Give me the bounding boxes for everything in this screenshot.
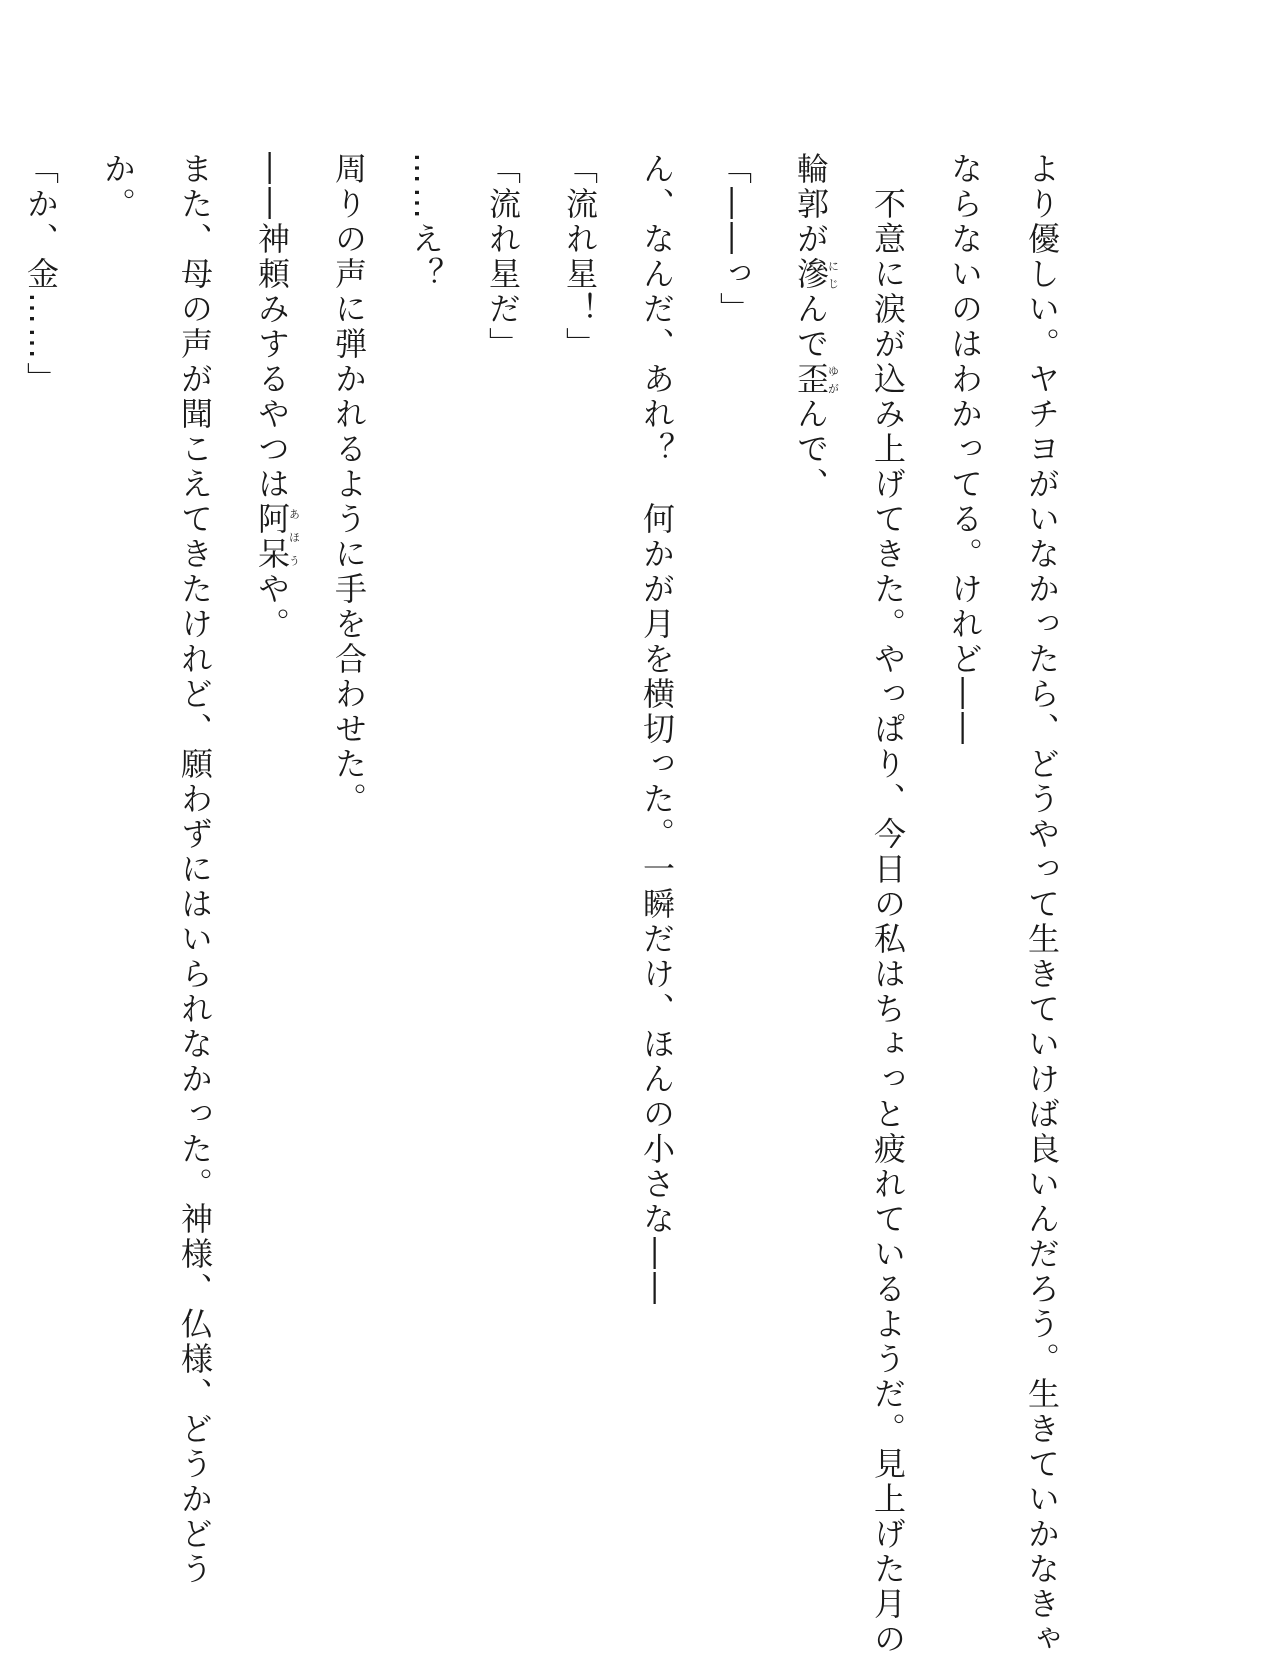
ruby-text-2: ゆが	[826, 362, 840, 397]
ruby-text-3: あほう	[287, 502, 301, 572]
text-line-2: ならないのはわかってる。けれど――	[946, 152, 984, 747]
ruby-line-2-pre: ――神頼みするやつは	[253, 152, 291, 502]
text-line-7: 「流れ星！」	[561, 152, 599, 362]
text-line-10: 周りの声に弾かれるように手を合わせた。	[330, 152, 368, 817]
ruby-base-3: 阿呆	[253, 502, 291, 572]
text-line-3: 不意に涙が込み上げてきた。やっぱり、今日の私はちょっと疲れているようだ。見上げた月の	[869, 152, 907, 1657]
text-line-8: 「流れ星だ」	[484, 152, 522, 362]
text-line-1: より優しい。ヤチヨがいなかったら、どうやって生きていけば良いんだろう。生きていかなきゃ	[1023, 152, 1061, 1657]
text-line-13: か。	[99, 152, 137, 222]
vertical-text-body	[0, 152, 1080, 1657]
text-line-6: ん、なんだ、あれ？ 何かが月を横切った。一瞬だけ、ほんの小さな――	[638, 152, 676, 1307]
ruby-word-aho	[253, 502, 301, 572]
text-line-14: 「か、金……」	[22, 152, 60, 397]
ruby-word-nijimu	[792, 257, 840, 292]
ruby-line-1-mid: んで	[792, 292, 830, 362]
ruby-base-1: 滲	[792, 257, 830, 292]
text-line-9: ……え？	[407, 152, 445, 292]
ruby-base-2: 歪	[792, 362, 830, 397]
text-line-15	[0, 152, 2, 1492]
ruby-text-1: にじ	[826, 257, 840, 292]
text-line-12: また、母の声が聞こえてきたけれど、願わずにはいられなかった。神様、仏様、どうかどう	[176, 152, 214, 1587]
text-line-5: 「――っ」	[715, 152, 753, 327]
text-line-4-ruby	[772, 152, 849, 1492]
ruby-line-1-post: んで、	[792, 397, 830, 502]
ruby-line-1-pre: 輪郭が	[792, 152, 830, 257]
ruby-line-2-post: や。	[253, 572, 291, 642]
ruby-word-yugamu	[792, 362, 840, 397]
text-line-11-ruby	[233, 152, 310, 1492]
